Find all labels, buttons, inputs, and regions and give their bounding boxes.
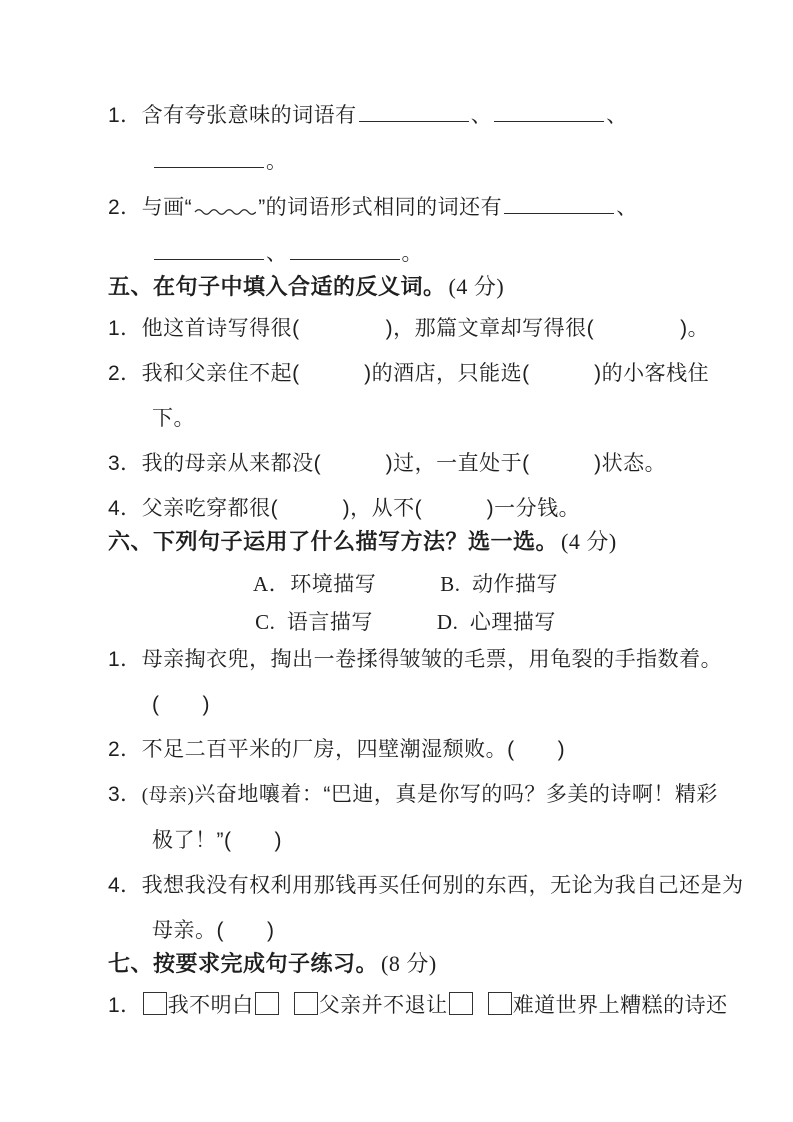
text-run: 兴奋地嚷着：“巴迪，真是你写的吗？多美的诗啊！精彩 [194,783,718,806]
section6-item2 [108,735,703,765]
section6-options-row2 [108,607,703,637]
section6-item3 [108,780,718,811]
text-run: 、 [616,196,638,219]
text-run: 2．我和父亲住不起( )的酒店，只能选( )的小客栈住 [108,362,710,385]
section4-item1-continuation [108,146,703,177]
section6-item4-continuation [108,916,703,946]
text-run: 1．他这首诗写得很( )，那篇文章却写得很( )。 [108,317,710,340]
text-run: 母亲。( ) [152,919,275,942]
wavy-underline-blank [192,193,258,223]
punctuation-box [143,992,167,1015]
text-run: 父亲并不退让 [318,994,448,1017]
text-run: 、 [266,242,288,265]
text-run: 、 [470,104,493,127]
section5-item2-continuation [108,404,703,434]
option-d: D. 心理描写 [436,610,556,634]
text-run: 难道世界上糟糕的诗还 [512,994,728,1017]
section6-item3-continuation [108,826,703,856]
answer-blank-line [290,238,400,260]
section5-item4 [108,494,703,524]
section6-item4 [108,871,744,901]
text-run: 。 [266,150,288,173]
section6-item1 [108,645,723,675]
text-run: 1．含有夸张意味的词语有 [108,104,357,127]
punctuation-box [449,992,473,1015]
punctuation-box [255,992,279,1015]
section5-item3 [108,449,703,479]
text-run: 、 [606,104,628,127]
section6-options-row1 [108,569,703,599]
punctuation-box [294,992,318,1015]
text-run: 2．与画“ [108,196,193,219]
text-run: ”的词语形式相同的词还有 [258,196,503,219]
section7-item1 [108,991,728,1021]
section7-heading [108,949,703,979]
punctuation-box [488,992,512,1015]
text-run: (4 分) [448,274,505,299]
text-run: 1． [108,994,142,1017]
text-run: 4．父亲吃穿都很( )，从不( )一分钱。 [108,497,581,520]
text-run: 2．不足二百平米的厂房，四壁潮湿颓败。( ) [108,738,566,761]
text-run: ( ) [152,693,210,716]
section4-item2 [108,192,703,223]
option-a: A．环境描写 [253,572,377,596]
section6-item1-answer [108,690,703,720]
text-run: 4．我想我没有权利用那钱再买任何别的东西，无论为我自己还是为 [108,874,744,897]
section5-heading [108,272,703,302]
section4-item2-continuation [108,238,703,269]
annotation-mother: (母亲) [141,785,195,806]
text-run: 下。 [152,407,195,430]
answer-blank-line [154,238,264,260]
text-run: 五、在句子中填入合适的反义词。 [108,274,446,299]
section5-item2 [108,359,710,389]
text-run: 极了！”( ) [152,829,282,852]
answer-blank-line [154,146,264,168]
text-run: (8 分) [381,951,437,976]
text-run: 。 [401,242,423,265]
text-run: 1．母亲掏衣兜，掏出一卷揉得皱皱的毛票，用龟裂的手指数着。 [108,648,723,671]
answer-blank-line [359,100,469,122]
option-b: B. 动作描写 [440,572,558,596]
text-run: 3． [108,783,142,806]
answer-blank-line [494,100,604,122]
text-run: 3．我的母亲从来都没( )过，一直处于( )状态。 [108,452,667,475]
section4-item1 [108,100,703,131]
section6-heading [108,527,703,557]
text-run: 我不明白 [167,994,254,1017]
text-run: 七、按要求完成句子练习。 [108,951,379,976]
text-run: (4 分) [561,529,617,554]
text-run: 六、下列句子运用了什么描写方法？选一选。 [108,529,559,554]
answer-blank-line [504,192,614,214]
section5-item1 [108,314,710,344]
option-c: C. 语言描写 [255,610,373,634]
